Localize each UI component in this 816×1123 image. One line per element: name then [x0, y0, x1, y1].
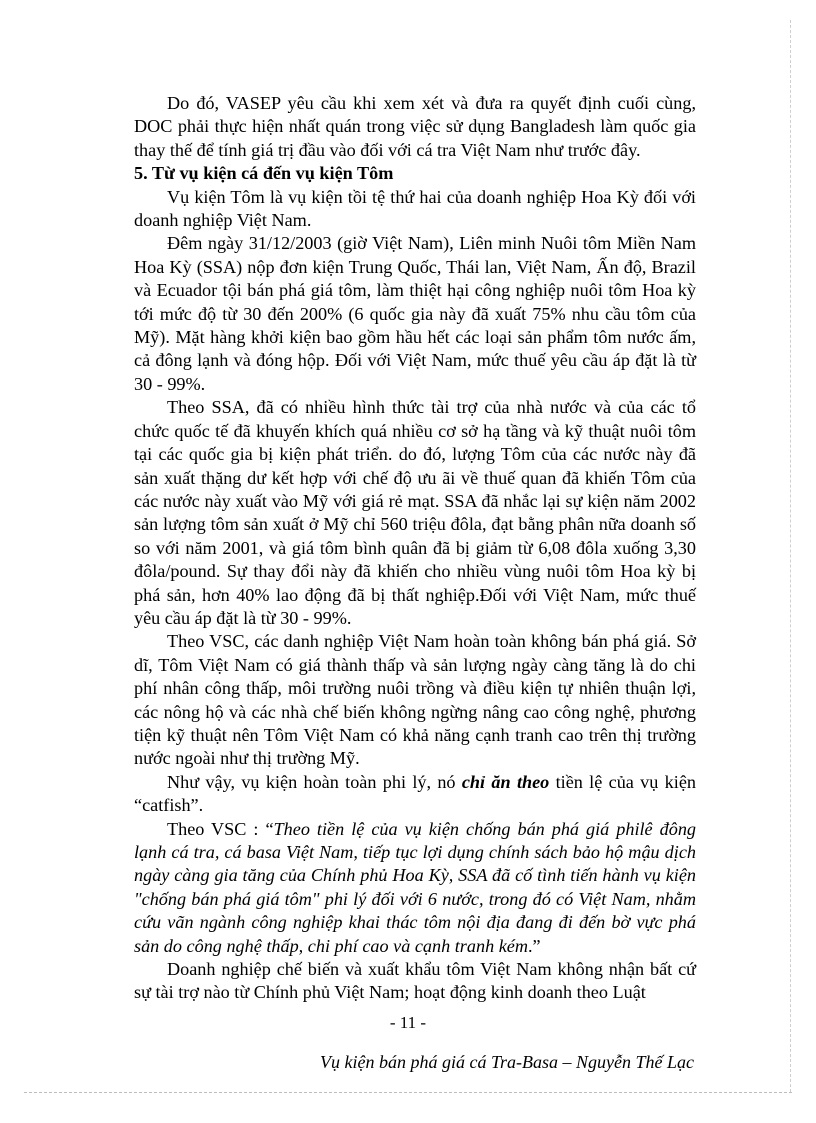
body-text — [134, 92, 696, 1005]
paragraph-6-text-a: Như vậy, vụ kiện hoàn toàn phi lý, nó — [167, 771, 462, 792]
paragraph-1: Do đó, VASEP yêu cầu khi xem xét và đưa ra quyết định cuối cùng, DOC phải thực hiện nhất quán trong việc sử dụng Bangladesh làm quốc gia thay thế để tính giá trị đầu vào đối với cá tra Việt Nam như trước đây. — [134, 93, 696, 160]
paragraph-7-quote: Theo tiền lệ của vụ kiện chống bán phá giá philê đông lạnh cá tra, cá basa Việt Nam, tiếp tục lợi dụng chính sách bảo hộ mậu dịch ngày càng gia tăng của Chính phủ Hoa Kỳ, SSA đã cố tình tiến hành vụ kiện "chống bán phá giá tôm" phi lý đối với 6 nước, trong đó có Việt Nam, nhằm cứu vãn ngành công nghiệp khai thác tôm nội địa đang đi đến bờ vực phá sản do công nghệ thấp, chi phí cao và cạnh tranh kém — [134, 818, 697, 956]
paragraph-6 — [134, 771, 696, 818]
paragraph-7-lead: Theo VSC : “ — [167, 818, 274, 839]
section-heading: 5. Từ vụ kiện cá đến vụ kiện Tôm — [134, 163, 394, 184]
paragraph-5: Theo VSC, các danh nghiệp Việt Nam hoàn toàn không bán phá giá. Sở dĩ, Tôm Việt Nam có giá thành thấp và sản lượng ngày càng tăng là do chi phí nhân công thấp, môi trường nuôi trồng và điều kiện tự nhiên thuận lợi, các nông hộ và các nhà chế biến không ngừng nâng cao công nghệ, phương tiện kỹ thuật nên Tôm Việt Nam có khả năng cạnh tranh cao trên thị trường nước ngoài như thị trường Mỹ. — [134, 631, 696, 769]
footer-title: Vụ kiện bán phá giá cá Tra-Basa – Nguyễn Thế Lạc — [320, 1052, 694, 1072]
margin-guide-right — [790, 20, 791, 1092]
paragraph-3: Đêm ngày 31/12/2003 (giờ Việt Nam), Liên minh Nuôi tôm Miền Nam Hoa Kỳ (SSA) nộp đơn kiện Trung Quốc, Thái lan, Việt Nam, Ấn độ, Brazil và Ecuador tội bán phá giá tôm, làm thiệt hại công nghiệp nuôi tôm Hoa kỳ tới mức độ từ 30 đến 200% (6 quốc gia này đã xuất 75% nhu cầu tôm của Mỹ). Mặt hàng khởi kiện bao gồm hầu hết các loại sản phẩm tôm nước ấm, cả đông lạnh và đóng hộp. Đối với Việt Nam, mức thuế yêu cầu áp đặt là từ 30 - 99%. — [134, 233, 696, 394]
paragraph-6-text-b: tiền lệ của vụ kiện “catfish”. — [134, 771, 697, 816]
page-number: - 11 - — [389, 1013, 427, 1032]
paragraph-8: Doanh nghiệp chế biến và xuất khẩu tôm Việt Nam không nhận bất cứ sự tài trợ nào từ Chính phủ Việt Nam; hoạt động kinh doanh theo Luật — [134, 959, 696, 1003]
paragraph-2: Vụ kiện Tôm là vụ kiện tồi tệ thứ hai của doanh nghiệp Hoa Kỳ đối với doanh nghiệp Việt Nam. — [134, 186, 696, 231]
paragraph-7 — [134, 818, 696, 958]
paragraph-7-end: .” — [528, 935, 541, 956]
paragraph-4: Theo SSA, đã có nhiều hình thức tài trợ của nhà nước và của các tổ chức quốc tế đã khuyến khích quá nhiều cơ sở hạ tầng và kỹ thuật nuôi tôm tại các quốc gia bị kiện phát triển. do đó, lượng Tôm của các nước này đã sản xuất thặng dư kết hợp với chế độ ưu ãi về thuế quan đã khiến Tôm của các nước này xuất vào Mỹ với giá rẻ mạt. SSA đã nhắc lại sự kiện năm 2002 sản lượng tôm sản xuất ở Mỹ chỉ 560 triệu đôla, đạt bằng phân nữa doanh số so với năm 2001, và giá tôm bình quân đã bị giảm từ 6,08 đôla xuống 3,30 đôla/pound. Sự thay đổi này đã khiến cho nhiều vùng nuôi tôm Hoa kỳ bị phá sản, hơn 40% lao động đã bị thất nghiệp.Đối với Việt Nam, mức thuế yêu cầu áp đặt là từ 30 - 99%. — [134, 397, 696, 628]
paragraph-6-emphasis: chỉ ăn theo — [461, 771, 550, 792]
footer-divider — [24, 1092, 792, 1093]
